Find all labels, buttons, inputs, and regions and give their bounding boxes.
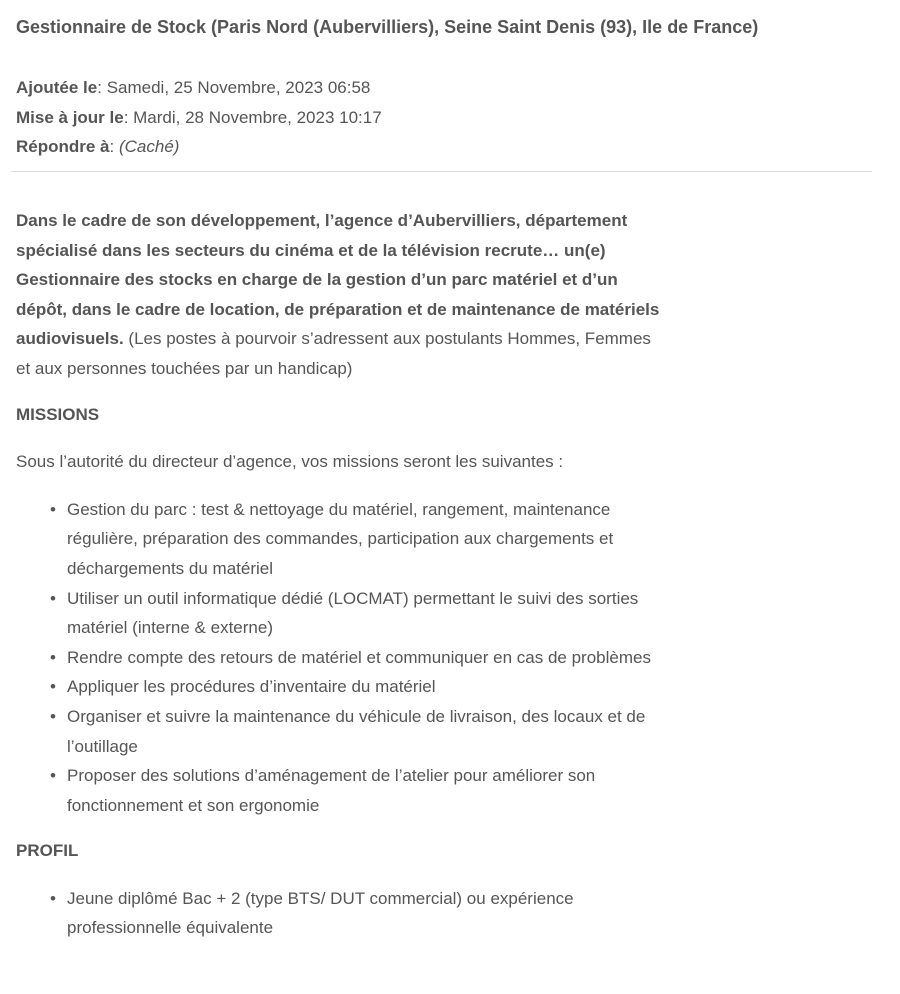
reply-to-separator: : xyxy=(109,137,119,156)
bullet-icon: • xyxy=(50,766,56,786)
job-title: Gestionnaire de Stock (Paris Nord (Aubervilliers), Seine Saint Denis (93), Ile de France) xyxy=(16,17,759,37)
added-date-label: Ajoutée le xyxy=(16,78,98,97)
header-divider xyxy=(11,171,872,172)
list-item xyxy=(50,495,666,584)
added-date-row xyxy=(16,73,382,103)
reply-to-value: (Caché) xyxy=(118,137,180,156)
profil-list xyxy=(16,884,666,943)
profil-item-text: Jeune diplômé Bac + 2 (type BTS/ DUT commercial) ou expérience professionnelle équivalente xyxy=(67,888,574,938)
intro-paragraph xyxy=(16,206,666,384)
posting-meta xyxy=(16,73,382,162)
list-item xyxy=(50,643,666,673)
updated-date-row xyxy=(16,103,382,133)
bullet-icon: • xyxy=(50,888,56,908)
mission-item-text: Organiser et suivre la maintenance du véhicule de livraison, des locaux et de l’outillage xyxy=(67,706,646,756)
intro-normal-text: (Les postes à pourvoir s’adressent aux postulants Hommes, Femmes et aux personnes touchées par un handicap) xyxy=(16,329,651,378)
list-item xyxy=(50,702,666,761)
missions-heading: MISSIONS xyxy=(16,404,100,424)
mission-item-text: Rendre compte des retours de matériel et communiquer en cas de problèmes xyxy=(67,647,651,667)
list-item xyxy=(50,761,666,820)
reply-to-row xyxy=(16,132,382,162)
list-item xyxy=(50,884,666,943)
profil-heading: PROFIL xyxy=(16,841,79,861)
bullet-icon: • xyxy=(50,706,56,726)
added-date-value: : Samedi, 25 Novembre, 2023 06:58 xyxy=(97,78,371,97)
bullet-icon: • xyxy=(50,588,56,608)
list-item xyxy=(50,584,666,643)
list-item xyxy=(50,672,666,702)
job-description xyxy=(16,206,666,943)
intro-bold-text: Dans le cadre de son développement, l’agence d’Aubervilliers, département spécialisé dans les secteurs du cinéma et de la télévision recrute… un(e) Gestionnaire des stocks en charge de la gestion d’un parc matériel et d’un dépôt, dans le cadre de location, de préparation et de maintenance de matériels audiovisuels. xyxy=(16,211,660,349)
reply-to-label: Répondre à xyxy=(16,137,110,156)
missions-list xyxy=(16,495,666,821)
bullet-icon: • xyxy=(50,647,56,667)
updated-date-label: Mise à jour le xyxy=(16,107,124,127)
mission-item-text: Appliquer les procédures d’inventaire du matériel xyxy=(67,677,436,697)
missions-lead: Sous l’autorité du directeur d’agence, vos missions seront les suivantes : xyxy=(16,452,564,472)
mission-item-text: Utiliser un outil informatique dédié (LOCMAT) permettant le suivi des sorties matériel (interne & externe) xyxy=(67,588,639,638)
mission-item-text: Proposer des solutions d’aménagement de l’atelier pour améliorer son fonctionnement et son ergonomie xyxy=(67,766,596,815)
mission-item-text: Gestion du parc : test & nettoyage du matériel, rangement, maintenance régulière, préparation des commandes, participation aux chargements et déchargements du matériel xyxy=(67,499,614,578)
bullet-icon: • xyxy=(50,677,56,697)
updated-date-value: : Mardi, 28 Novembre, 2023 10:17 xyxy=(123,107,382,127)
bullet-icon: • xyxy=(50,499,56,519)
